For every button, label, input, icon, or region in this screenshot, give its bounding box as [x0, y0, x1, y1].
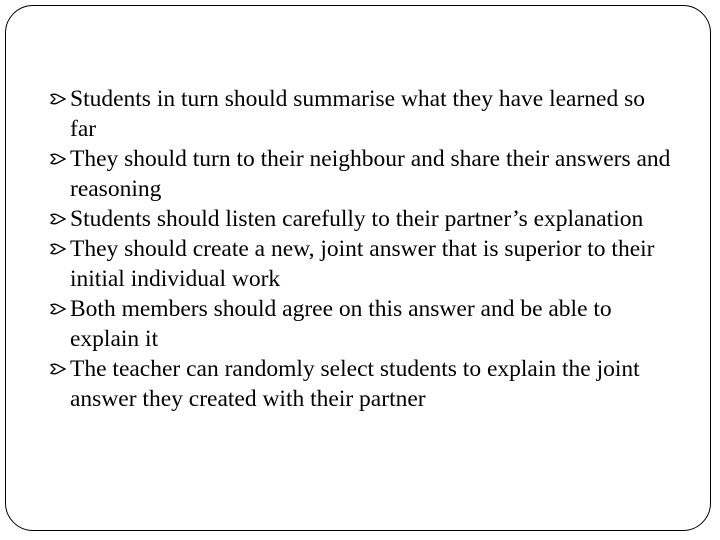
- bullet-text: The teacher can randomly select students to explain the joint answer they created with their partner: [70, 356, 640, 412]
- bullet-item: [52, 234, 672, 294]
- ribbon-bullet-icon: [50, 354, 68, 384]
- ribbon-bullet-icon: [50, 144, 68, 174]
- bullet-text: They should create a new, joint answer that is superior to their initial individual work: [70, 236, 655, 292]
- ribbon-bullet-icon: [50, 84, 68, 114]
- bullet-text: Students should listen carefully to their partner’s explanation: [70, 206, 644, 232]
- bullet-text: Both members should agree on this answer and be able to explain it: [70, 296, 612, 352]
- bullet-item: [52, 294, 672, 354]
- bullet-item: [52, 84, 672, 144]
- ribbon-bullet-icon: [50, 234, 68, 264]
- ribbon-bullet-icon: [50, 294, 68, 324]
- ribbon-bullet-icon: [50, 204, 68, 234]
- bullet-item: [52, 204, 672, 234]
- bullet-item: [52, 144, 672, 204]
- bullet-text: Students in turn should summarise what they have learned so far: [70, 86, 645, 142]
- slide-frame: [5, 5, 711, 531]
- bullet-item: [52, 354, 672, 414]
- bullet-list: [52, 84, 672, 414]
- bullet-text: They should turn to their neighbour and share their answers and reasoning: [70, 146, 671, 202]
